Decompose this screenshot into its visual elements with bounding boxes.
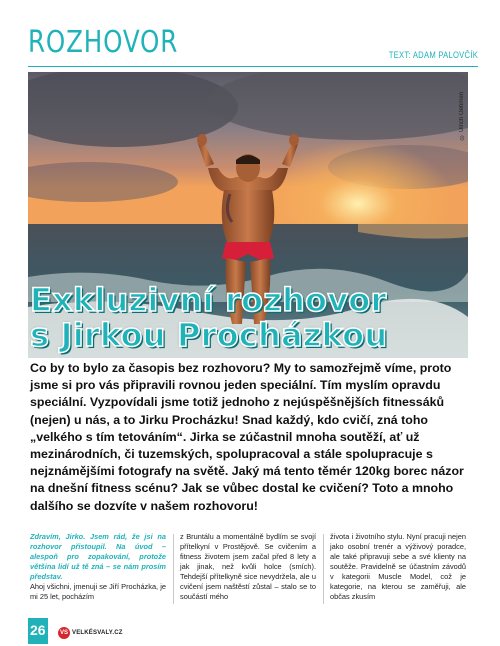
section-title: ROZHOVOR (28, 25, 179, 60)
author-byline: TEXT: ADAM PALOVČÍK (388, 50, 478, 60)
body-column-2 (180, 532, 316, 602)
column-divider (173, 534, 174, 604)
column-text: z Bruntálu a momentálně bydlím se svojí přítelkyní v Prostějově. Se cvičením a fitness životem jsem začal před 8 lety a jak jinak, než kvůli holce (smích). Tehdejší přítelkyně sice nevydržela, ale u cvičení jsem naštěstí zůstal – stalo se to součástí mého (180, 532, 316, 601)
interview-question: Zdravím, Jirko. Jsem rád, že jsi na rozhovor přistoupil. Na úvod – alespoň pro zopakování, protože většina lidí už tě zná – se nám prosím představ. (30, 532, 166, 581)
article-headline (30, 283, 470, 353)
article-intro: Co by to bylo za časopis bez rozhovoru? My to samozřejmě víme, proto jsme si pro vás připravili rovnou jeden speciální. Tím myslím opravdu speciální. Vyzpovídali jsme totiž jednoho z nejúspěšnějších fitnessáků (nejen) u nás, a to Jirku Procházku! Snad každý, kdo cvičí, zná toho „velkého s tím tetováním“. Jirka se zúčastnil mnoha soutěží, ať už mezinárodních, či tuzemských, spolupracoval a stále spolupracuje s nejznámějšími fotografy na světě. Jaký má tento těmér 120kg borec názor na dnešní fitness scénu? Jak se vůbec dostal ke cvičení? Toto a mnoho dalšího se dozvíte v našem rozhovoru! (30, 361, 464, 513)
headline-line-1: Exkluzivní rozhovor (30, 281, 387, 319)
page-footer (0, 614, 500, 646)
magazine-logo (58, 624, 123, 642)
interview-answer: Ahoj všichni, jmenuji se Jiří Procházka, je mi 25 let, pocházím (30, 582, 166, 601)
body-column-1 (30, 532, 166, 602)
column-divider (323, 534, 324, 604)
logo-text: VELKÉSVALY.CZ (72, 629, 123, 636)
photo-credit: © Ulrich Oehmen (459, 92, 465, 140)
article-body (30, 532, 470, 606)
header-rule (28, 66, 478, 67)
body-column-3 (330, 532, 466, 602)
page-number: 26 (30, 622, 46, 638)
logo-mark: VS (58, 627, 70, 639)
column-text: života i životního stylu. Nyní pracuji nejen jako osobní trenér a výživový poradce, ale také připravuji sebe a své klienty na soutěže. Pravidelně se účastním závodů v kategorii Muscle Model, což je kategorie, na kterou se zaměřuji, ale občas zkusím (330, 532, 466, 601)
page-header (0, 0, 500, 74)
headline-line-2: s Jirkou Procházkou (30, 316, 388, 354)
